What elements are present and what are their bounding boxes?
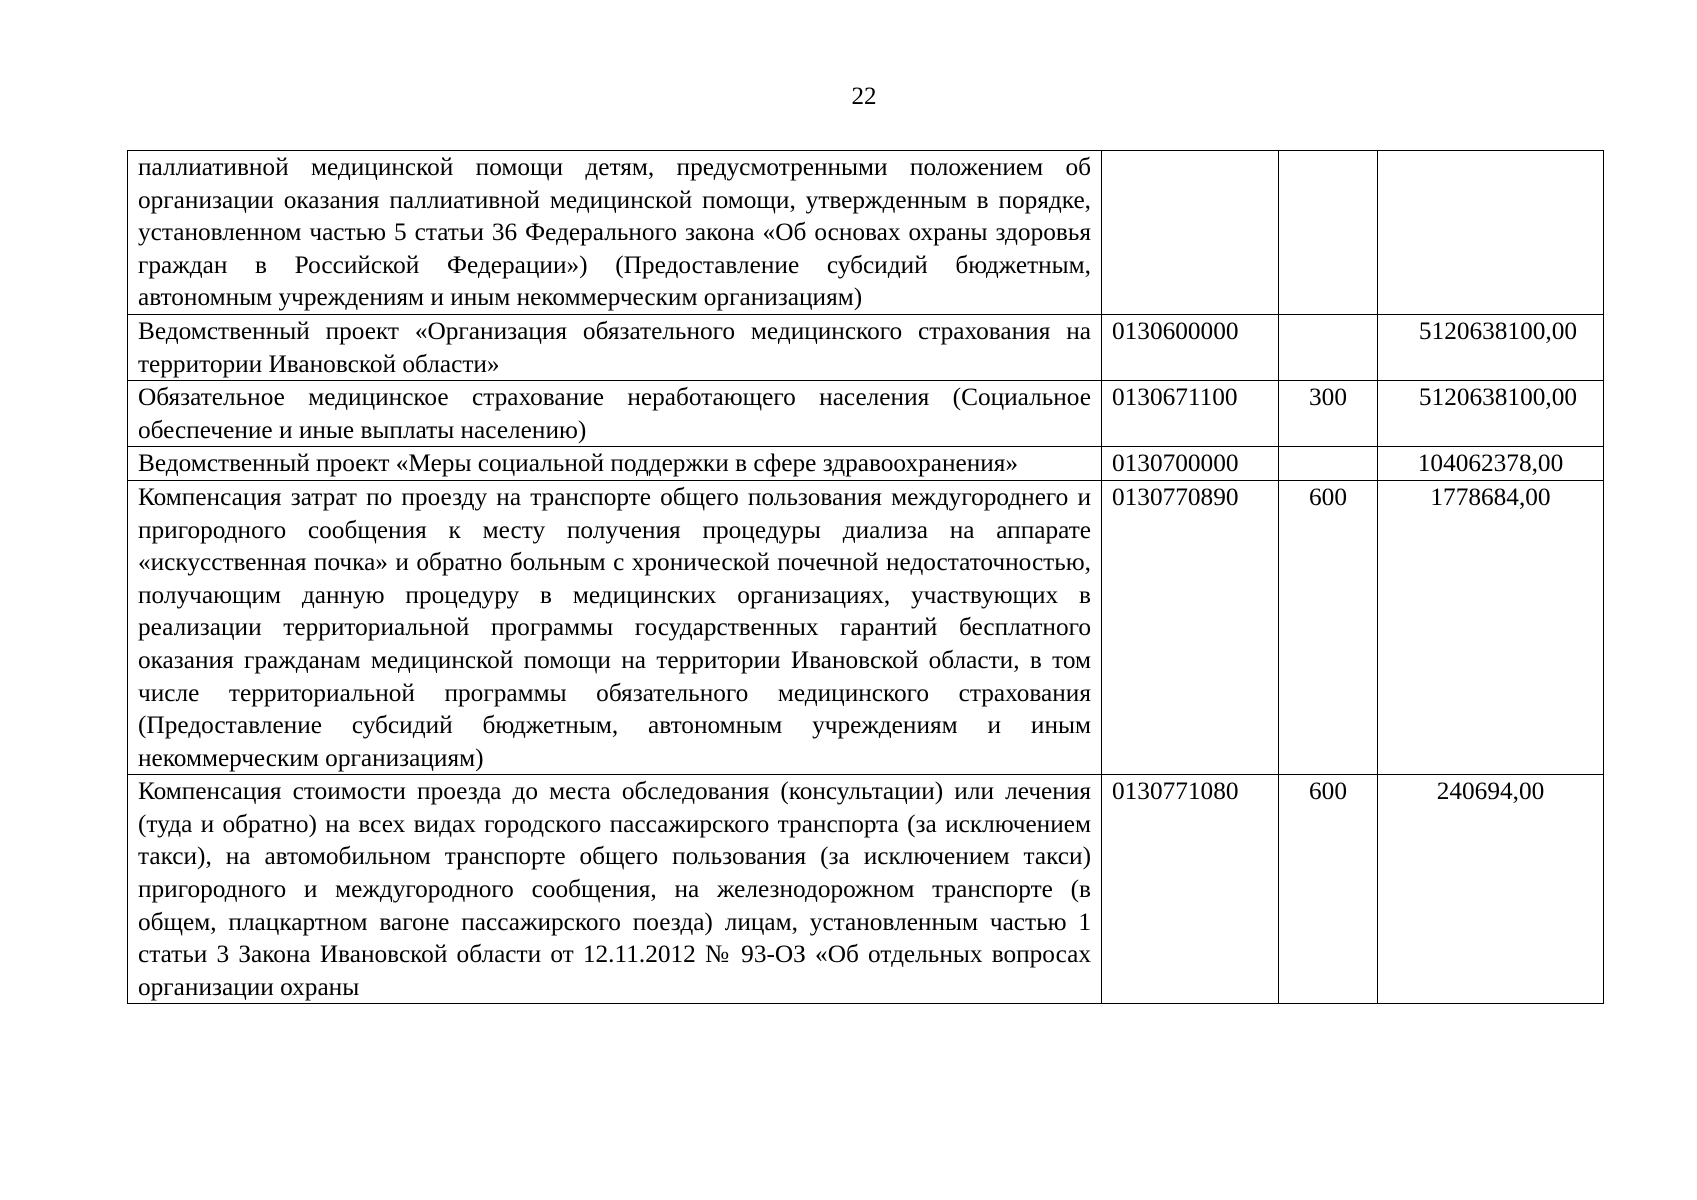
row-code-cell: 0130771080 [1102,775,1279,1004]
table-row [128,151,1604,315]
row-name-cell: Обязательное медицинское страхование неработающего населения (Социальное обеспечение и иные выплаты населению) [128,381,1102,447]
row-name-cell: Ведомственный проект «Меры социальной поддержки в сфере здравоохранения» [128,447,1102,481]
row-sum-cell: 5120638100,00 [1378,381,1604,447]
row-sum-cell: 104062378,00 [1378,447,1604,481]
table-row [128,314,1604,380]
table-row [128,480,1604,774]
table-row [128,775,1604,1004]
row-name-cell: Ведомственный проект «Организация обязательного медицинского страхования на территории Ивановской области» [128,314,1102,380]
table-row [128,381,1604,447]
row-type-cell [1279,151,1378,315]
row-code-cell: 0130671100 [1102,381,1279,447]
row-code-cell [1102,151,1279,315]
row-sum-cell: 5120638100,00 [1378,314,1604,380]
table-row [128,447,1604,481]
page-number: 22 [851,83,877,110]
row-sum-cell: 240694,00 [1378,775,1604,1004]
row-name-cell: паллиативной медицинской помощи детям, предусмотренными положением об организации оказания паллиативной медицинской помощи, утвержденным в порядке, установленном частью 5 статьи 36 Федерального закона «Об основах охраны здоровья граждан в Российской Федерации») (Предоставление субсидий бюджетным, автономным учреждениям и иным некоммерческим организациям) [128,151,1102,315]
row-code-cell: 0130770890 [1102,480,1279,774]
row-code-cell: 0130600000 [1102,314,1279,380]
row-type-cell: 300 [1279,381,1378,447]
row-sum-cell [1378,151,1604,315]
row-type-cell: 600 [1279,480,1378,774]
row-code-cell: 0130700000 [1102,447,1279,481]
row-type-cell: 600 [1279,775,1378,1004]
row-sum-cell: 1778684,00 [1378,480,1604,774]
row-name-cell: Компенсация затрат по проезду на транспорте общего пользования междугороднего и пригородного сообщения к месту получения процедуры диализа на аппарате «искусственная почка» и обратно больным с хронической почечной недостаточностью, получающим данную процедуру в медицинских организациях, участвующих в реализации территориальной программы государственных гарантий бесплатного оказания гражданам медицинской помощи на территории Ивановской области, в том числе территориальной программы обязательного медицинского страхования (Предоставление субсидий бюджетным, автономным учреждениям и иным некоммерческим организациям) [128,480,1102,774]
row-type-cell [1279,447,1378,481]
budget-table [127,150,1604,1004]
row-name-cell: Компенсация стоимости проезда до места обследования (консультации) или лечения (туда и обратно) на всех видах городского пассажирского транспорта (за исключением такси), на автомобильном транспорте общего пользования (за исключением такси) пригородного и междугородного сообщения, на железнодорожном транспорте (в общем, плацкартном вагоне пассажирского поезда) лицам, установленным частью 1 статьи 3 Закона Ивановской области от 12.11.2012 № 93-ОЗ «Об отдельных вопросах организации охраны [128,775,1102,1004]
row-type-cell [1279,314,1378,380]
